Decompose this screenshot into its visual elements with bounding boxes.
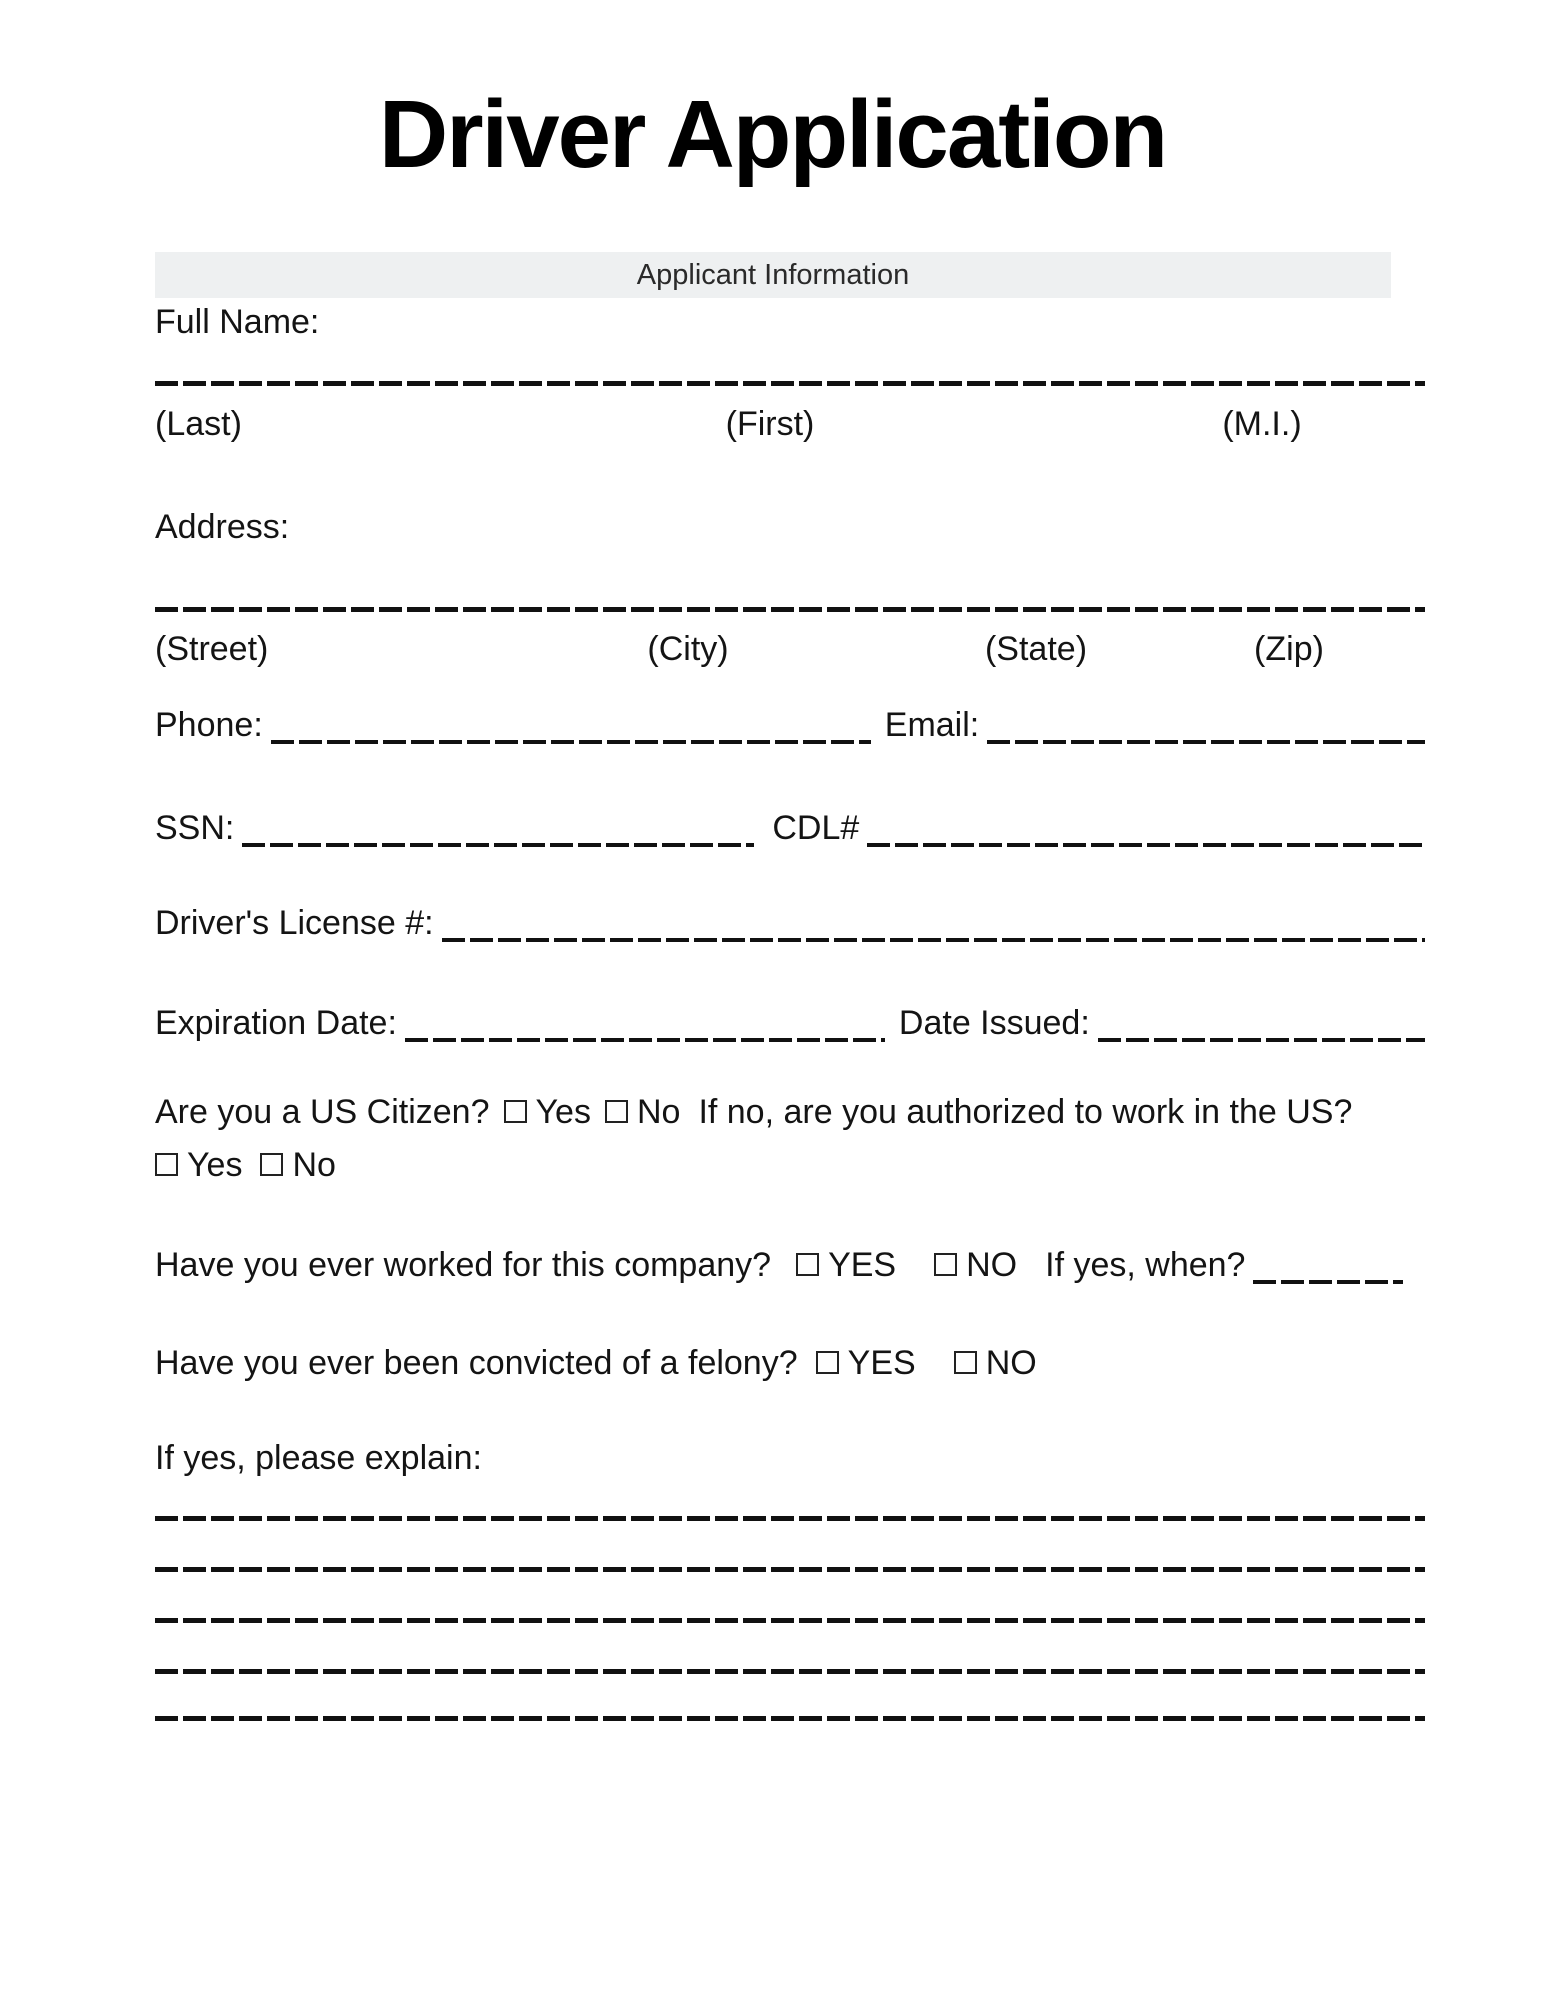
authorized-yes-label: Yes: [187, 1146, 243, 1184]
citizen-yes-option[interactable]: [504, 1090, 591, 1134]
date-issued-blank[interactable]: [1098, 998, 1425, 1042]
felony-no-label: NO: [985, 1344, 1037, 1382]
worked-when-label: If yes, when?: [1045, 1246, 1246, 1284]
felony-question-row: [155, 1341, 1425, 1385]
last-sublabel: (Last): [155, 405, 242, 443]
address-blank[interactable]: [155, 607, 1425, 612]
drivers-license-row: [155, 898, 1425, 945]
ssn-blank[interactable]: [242, 803, 754, 847]
authorized-yes-option[interactable]: [155, 1143, 242, 1187]
explain-line-1[interactable]: [155, 1516, 1425, 1521]
phone-blank[interactable]: [271, 700, 871, 744]
zip-sublabel: (Zip): [1254, 630, 1324, 668]
checkbox-authorized-no[interactable]: [260, 1153, 283, 1176]
full-name-sublabels: [155, 402, 1425, 446]
phone-label: Phone:: [155, 706, 263, 744]
ssn-cdl-row: [155, 803, 1425, 850]
date-issued-label: Date Issued:: [898, 1004, 1090, 1042]
authorized-answers-row: [155, 1143, 1425, 1187]
citizen-question-label: Are you a US Citizen?: [155, 1093, 490, 1131]
first-sublabel: (First): [725, 405, 815, 443]
worked-yes-label: YES: [828, 1246, 897, 1284]
authorized-no-label: No: [292, 1146, 336, 1184]
explain-line-3[interactable]: [155, 1618, 1425, 1623]
felony-no-option[interactable]: [954, 1341, 1037, 1385]
page-title: Driver Application: [378, 81, 1167, 188]
checkbox-felony-yes[interactable]: [816, 1351, 839, 1374]
phone-email-row: [155, 700, 1425, 747]
expiration-date-label: Expiration Date:: [155, 1004, 397, 1042]
worked-no-label: NO: [966, 1246, 1018, 1284]
worked-question-row: [155, 1240, 1425, 1287]
citizen-no-option[interactable]: [605, 1090, 680, 1134]
checkbox-felony-no[interactable]: [954, 1351, 977, 1374]
worked-no-option[interactable]: [934, 1243, 1017, 1287]
checkbox-citizen-no[interactable]: [605, 1100, 628, 1123]
checkbox-worked-yes[interactable]: [796, 1253, 819, 1276]
felony-yes-option[interactable]: [816, 1341, 916, 1385]
address-sublabels: [155, 627, 1425, 671]
email-blank[interactable]: [987, 700, 1425, 744]
explain-line-4[interactable]: [155, 1669, 1425, 1674]
address-label: Address:: [155, 508, 290, 546]
checkbox-worked-no[interactable]: [934, 1253, 957, 1276]
explain-line-5[interactable]: [155, 1716, 1425, 1721]
checkbox-authorized-yes[interactable]: [155, 1153, 178, 1176]
drivers-license-label: Driver's License #:: [155, 904, 434, 942]
email-label: Email:: [884, 706, 980, 744]
drivers-license-blank[interactable]: [442, 898, 1425, 942]
full-name-blank[interactable]: [155, 381, 1425, 386]
citizen-question-row: [155, 1090, 1425, 1134]
authorized-no-option[interactable]: [260, 1143, 335, 1187]
section-header-label: Applicant Information: [636, 259, 910, 291]
authorized-question-label: If no, are you authorized to work in the US?: [698, 1093, 1353, 1131]
worked-yes-option[interactable]: [796, 1243, 896, 1287]
explain-line-2[interactable]: [155, 1567, 1425, 1572]
expiration-issued-row: [155, 998, 1425, 1045]
full-name-label: Full Name:: [155, 303, 320, 341]
worked-when-blank[interactable]: [1253, 1240, 1403, 1284]
city-sublabel: (City): [647, 630, 729, 668]
state-sublabel: (State): [984, 630, 1088, 668]
citizen-no-label: No: [636, 1093, 681, 1131]
felony-yes-label: YES: [847, 1344, 916, 1382]
cdl-blank[interactable]: [867, 803, 1425, 847]
street-sublabel: (Street): [155, 630, 269, 668]
ssn-label: SSN:: [155, 809, 235, 847]
felony-question-label: Have you ever been convicted of a felony?: [155, 1344, 798, 1382]
citizen-yes-label: Yes: [535, 1093, 591, 1131]
mi-sublabel: (M.I.): [1222, 405, 1302, 443]
explain-label: If yes, please explain:: [155, 1439, 482, 1477]
expiration-date-blank[interactable]: [405, 998, 885, 1042]
worked-question-label: Have you ever worked for this company?: [155, 1246, 772, 1284]
cdl-label: CDL#: [772, 809, 860, 847]
checkbox-citizen-yes[interactable]: [504, 1100, 527, 1123]
section-header-bar: [155, 252, 1391, 298]
